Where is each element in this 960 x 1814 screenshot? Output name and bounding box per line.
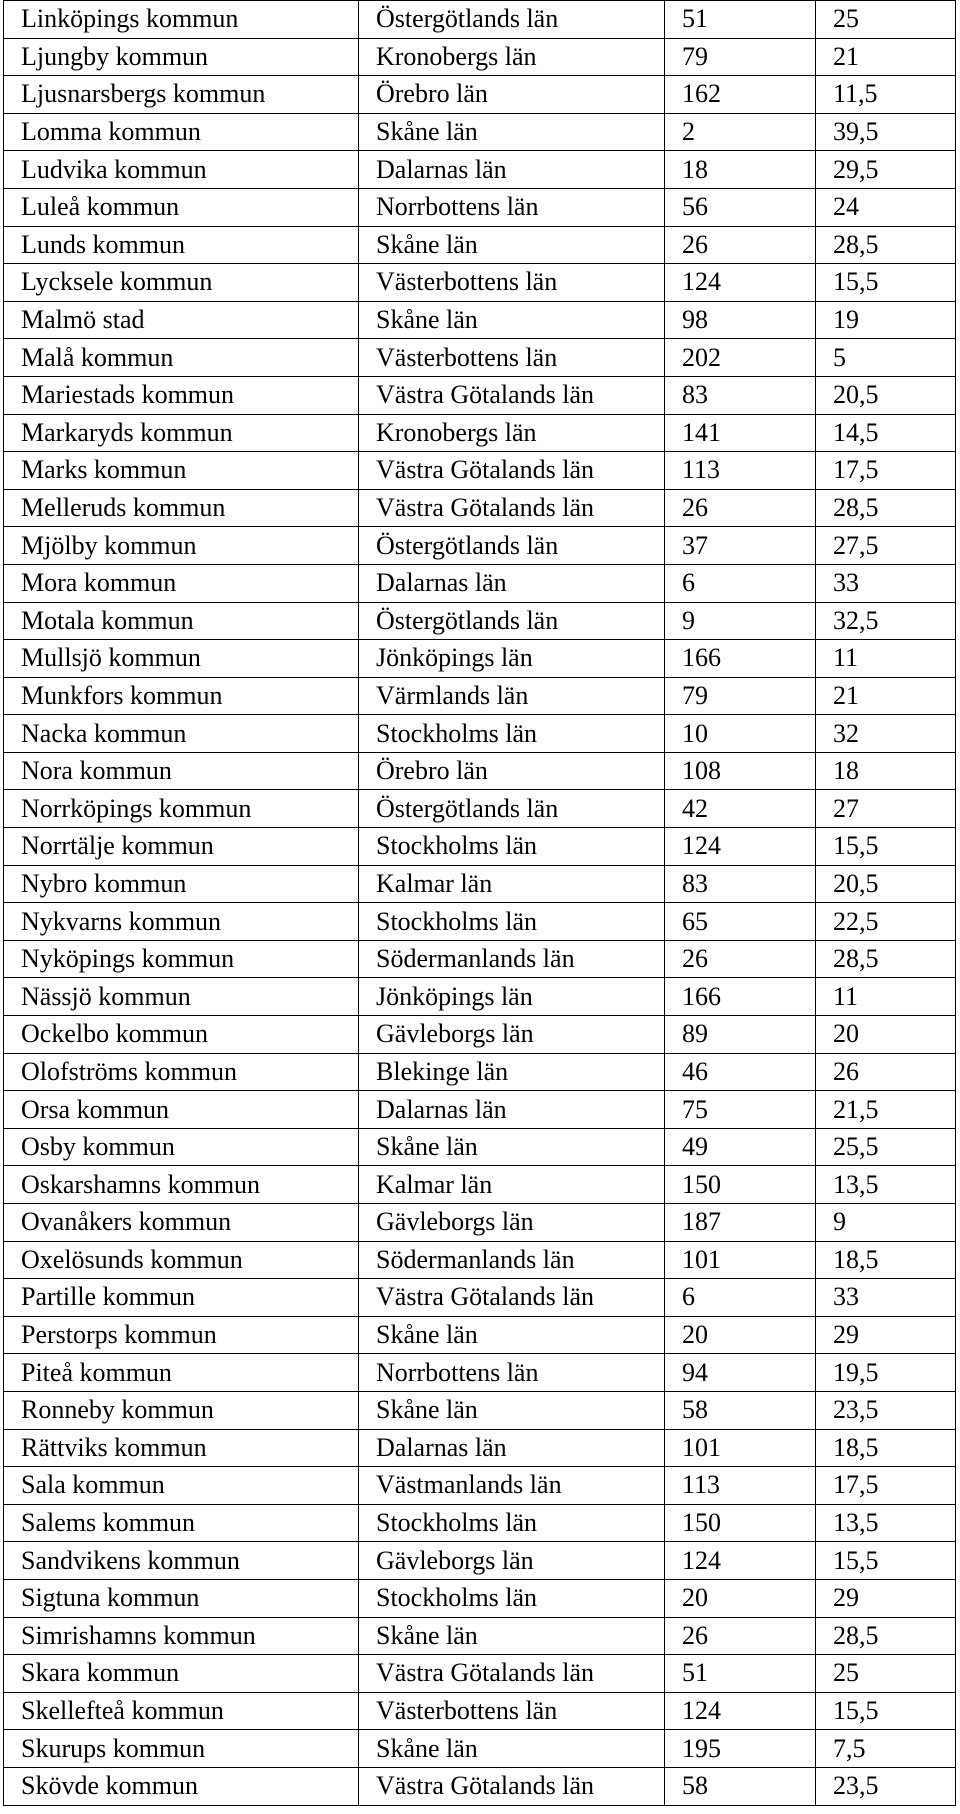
- rank-cell: 83: [665, 865, 816, 903]
- rank-cell: 166: [665, 640, 816, 678]
- municipality-cell: Melleruds kommun: [4, 489, 359, 527]
- score-cell: 29: [816, 1316, 956, 1354]
- score-cell: 15,5: [816, 1542, 956, 1580]
- municipality-cell: Orsa kommun: [4, 1091, 359, 1129]
- county-cell: Blekinge län: [359, 1053, 665, 1091]
- rank-cell: 18: [665, 151, 816, 189]
- municipality-cell: Motala kommun: [4, 602, 359, 640]
- municipality-cell: Rättviks kommun: [4, 1429, 359, 1467]
- score-cell: 21: [816, 38, 956, 76]
- rank-cell: 202: [665, 339, 816, 377]
- table-row: [4, 564, 956, 602]
- municipality-cell: Skara kommun: [4, 1655, 359, 1693]
- score-cell: 17,5: [816, 452, 956, 490]
- score-cell: 25,5: [816, 1128, 956, 1166]
- municipality-cell: Piteå kommun: [4, 1354, 359, 1392]
- table-body: [4, 1, 956, 1806]
- table-row: [4, 188, 956, 226]
- table-row: [4, 1166, 956, 1204]
- table-row: [4, 301, 956, 339]
- municipality-cell: Sala kommun: [4, 1467, 359, 1505]
- municipality-cell: Marks kommun: [4, 452, 359, 490]
- score-cell: 28,5: [816, 489, 956, 527]
- county-cell: Stockholms län: [359, 1504, 665, 1542]
- county-cell: Västerbottens län: [359, 264, 665, 302]
- rank-cell: 124: [665, 828, 816, 866]
- score-cell: 28,5: [816, 1617, 956, 1655]
- rank-cell: 166: [665, 978, 816, 1016]
- municipality-cell: Ljungby kommun: [4, 38, 359, 76]
- score-cell: 25: [816, 1, 956, 39]
- score-cell: 20: [816, 1016, 956, 1054]
- municipality-cell: Norrköpings kommun: [4, 790, 359, 828]
- rank-cell: 6: [665, 1279, 816, 1317]
- rank-cell: 83: [665, 376, 816, 414]
- table-row: [4, 527, 956, 565]
- table-row: [4, 1053, 956, 1091]
- municipality-cell: Luleå kommun: [4, 188, 359, 226]
- table-row: [4, 1279, 956, 1317]
- county-cell: Stockholms län: [359, 715, 665, 753]
- score-cell: 11,5: [816, 76, 956, 114]
- municipality-cell: Perstorps kommun: [4, 1316, 359, 1354]
- table-row: [4, 1316, 956, 1354]
- table-row: [4, 226, 956, 264]
- municipality-cell: Simrishamns kommun: [4, 1617, 359, 1655]
- municipality-cell: Mullsjö kommun: [4, 640, 359, 678]
- rank-cell: 101: [665, 1241, 816, 1279]
- municipality-cell: Sigtuna kommun: [4, 1579, 359, 1617]
- municipality-table: [3, 0, 956, 1806]
- score-cell: 5: [816, 339, 956, 377]
- score-cell: 33: [816, 564, 956, 602]
- rank-cell: 150: [665, 1166, 816, 1204]
- municipality-cell: Markaryds kommun: [4, 414, 359, 452]
- county-cell: Stockholms län: [359, 903, 665, 941]
- score-cell: 28,5: [816, 940, 956, 978]
- score-cell: 24: [816, 188, 956, 226]
- county-cell: Västerbottens län: [359, 1692, 665, 1730]
- municipality-cell: Skellefteå kommun: [4, 1692, 359, 1730]
- municipality-cell: Lomma kommun: [4, 113, 359, 151]
- rank-cell: 6: [665, 564, 816, 602]
- score-cell: 15,5: [816, 828, 956, 866]
- score-cell: 14,5: [816, 414, 956, 452]
- score-cell: 39,5: [816, 113, 956, 151]
- table-row: [4, 978, 956, 1016]
- rank-cell: 150: [665, 1504, 816, 1542]
- rank-cell: 75: [665, 1091, 816, 1129]
- table-row: [4, 677, 956, 715]
- county-cell: Skåne län: [359, 301, 665, 339]
- table-row: [4, 640, 956, 678]
- municipality-cell: Skövde kommun: [4, 1767, 359, 1805]
- table-row: [4, 1579, 956, 1617]
- score-cell: 21: [816, 677, 956, 715]
- score-cell: 26: [816, 1053, 956, 1091]
- county-cell: Västra Götalands län: [359, 1655, 665, 1693]
- municipality-cell: Sandvikens kommun: [4, 1542, 359, 1580]
- rank-cell: 113: [665, 452, 816, 490]
- score-cell: 19: [816, 301, 956, 339]
- table-row: [4, 1429, 956, 1467]
- county-cell: Östergötlands län: [359, 1, 665, 39]
- rank-cell: 10: [665, 715, 816, 753]
- table-row: [4, 76, 956, 114]
- rank-cell: 65: [665, 903, 816, 941]
- table-row: [4, 1692, 956, 1730]
- county-cell: Gävleborgs län: [359, 1016, 665, 1054]
- county-cell: Skåne län: [359, 226, 665, 264]
- rank-cell: 124: [665, 264, 816, 302]
- table-row: [4, 1542, 956, 1580]
- table-row: [4, 376, 956, 414]
- rank-cell: 58: [665, 1767, 816, 1805]
- rank-cell: 101: [665, 1429, 816, 1467]
- municipality-cell: Munkfors kommun: [4, 677, 359, 715]
- score-cell: 23,5: [816, 1767, 956, 1805]
- table-row: [4, 38, 956, 76]
- table-row: [4, 1354, 956, 1392]
- county-cell: Skåne län: [359, 1316, 665, 1354]
- score-cell: 17,5: [816, 1467, 956, 1505]
- municipality-cell: Osby kommun: [4, 1128, 359, 1166]
- rank-cell: 79: [665, 38, 816, 76]
- score-cell: 7,5: [816, 1730, 956, 1768]
- rank-cell: 2: [665, 113, 816, 151]
- county-cell: Kronobergs län: [359, 38, 665, 76]
- table-row: [4, 1204, 956, 1242]
- rank-cell: 108: [665, 752, 816, 790]
- rank-cell: 141: [665, 414, 816, 452]
- rank-cell: 94: [665, 1354, 816, 1392]
- rank-cell: 187: [665, 1204, 816, 1242]
- table-row: [4, 602, 956, 640]
- rank-cell: 58: [665, 1391, 816, 1429]
- county-cell: Östergötlands län: [359, 602, 665, 640]
- rank-cell: 124: [665, 1692, 816, 1730]
- table-row: [4, 903, 956, 941]
- county-cell: Västra Götalands län: [359, 376, 665, 414]
- rank-cell: 98: [665, 301, 816, 339]
- county-cell: Dalarnas län: [359, 151, 665, 189]
- table-row: [4, 1655, 956, 1693]
- rank-cell: 20: [665, 1579, 816, 1617]
- county-cell: Norrbottens län: [359, 188, 665, 226]
- score-cell: 13,5: [816, 1504, 956, 1542]
- table-row: [4, 1504, 956, 1542]
- rank-cell: 56: [665, 188, 816, 226]
- table-row: [4, 1730, 956, 1768]
- county-cell: Dalarnas län: [359, 1091, 665, 1129]
- county-cell: Stockholms län: [359, 828, 665, 866]
- municipality-cell: Nyköpings kommun: [4, 940, 359, 978]
- table-row: [4, 1, 956, 39]
- score-cell: 15,5: [816, 264, 956, 302]
- table-row: [4, 1617, 956, 1655]
- score-cell: 9: [816, 1204, 956, 1242]
- rank-cell: 9: [665, 602, 816, 640]
- table-row: [4, 865, 956, 903]
- score-cell: 11: [816, 978, 956, 1016]
- county-cell: Östergötlands län: [359, 527, 665, 565]
- county-cell: Värmlands län: [359, 677, 665, 715]
- rank-cell: 124: [665, 1542, 816, 1580]
- county-cell: Västmanlands län: [359, 1467, 665, 1505]
- table-row: [4, 1091, 956, 1129]
- rank-cell: 20: [665, 1316, 816, 1354]
- municipality-cell: Ljusnarsbergs kommun: [4, 76, 359, 114]
- score-cell: 22,5: [816, 903, 956, 941]
- municipality-cell: Mora kommun: [4, 564, 359, 602]
- table-row: [4, 1241, 956, 1279]
- rank-cell: 26: [665, 226, 816, 264]
- table-row: [4, 1391, 956, 1429]
- county-cell: Gävleborgs län: [359, 1204, 665, 1242]
- municipality-cell: Lunds kommun: [4, 226, 359, 264]
- rank-cell: 26: [665, 1617, 816, 1655]
- rank-cell: 195: [665, 1730, 816, 1768]
- county-cell: Södermanlands län: [359, 940, 665, 978]
- table-row: [4, 1128, 956, 1166]
- score-cell: 18,5: [816, 1429, 956, 1467]
- municipality-cell: Oxelösunds kommun: [4, 1241, 359, 1279]
- table-row: [4, 452, 956, 490]
- table-row: [4, 752, 956, 790]
- municipality-cell: Olofströms kommun: [4, 1053, 359, 1091]
- county-cell: Skåne län: [359, 1391, 665, 1429]
- municipality-cell: Lycksele kommun: [4, 264, 359, 302]
- score-cell: 20,5: [816, 865, 956, 903]
- score-cell: 18,5: [816, 1241, 956, 1279]
- score-cell: 19,5: [816, 1354, 956, 1392]
- municipality-cell: Partille kommun: [4, 1279, 359, 1317]
- county-cell: Östergötlands län: [359, 790, 665, 828]
- score-cell: 27: [816, 790, 956, 828]
- score-cell: 15,5: [816, 1692, 956, 1730]
- county-cell: Skåne län: [359, 1128, 665, 1166]
- county-cell: Norrbottens län: [359, 1354, 665, 1392]
- county-cell: Skåne län: [359, 1730, 665, 1768]
- score-cell: 21,5: [816, 1091, 956, 1129]
- county-cell: Västra Götalands län: [359, 1767, 665, 1805]
- table-row: [4, 1767, 956, 1805]
- rank-cell: 51: [665, 1, 816, 39]
- county-cell: Västra Götalands län: [359, 452, 665, 490]
- table-row: [4, 489, 956, 527]
- rank-cell: 26: [665, 940, 816, 978]
- table-row: [4, 264, 956, 302]
- score-cell: 27,5: [816, 527, 956, 565]
- rank-cell: 26: [665, 489, 816, 527]
- municipality-cell: Salems kommun: [4, 1504, 359, 1542]
- county-cell: Västra Götalands län: [359, 1279, 665, 1317]
- score-cell: 32: [816, 715, 956, 753]
- table-row: [4, 828, 956, 866]
- score-cell: 29,5: [816, 151, 956, 189]
- municipality-cell: Norrtälje kommun: [4, 828, 359, 866]
- score-cell: 25: [816, 1655, 956, 1693]
- table-row: [4, 339, 956, 377]
- table-row: [4, 790, 956, 828]
- municipality-cell: Ronneby kommun: [4, 1391, 359, 1429]
- score-cell: 32,5: [816, 602, 956, 640]
- county-cell: Västra Götalands län: [359, 489, 665, 527]
- score-cell: 29: [816, 1579, 956, 1617]
- county-cell: Örebro län: [359, 76, 665, 114]
- municipality-cell: Nybro kommun: [4, 865, 359, 903]
- rank-cell: 51: [665, 1655, 816, 1693]
- municipality-cell: Ockelbo kommun: [4, 1016, 359, 1054]
- table-row: [4, 414, 956, 452]
- municipality-cell: Mariestads kommun: [4, 376, 359, 414]
- municipality-cell: Nacka kommun: [4, 715, 359, 753]
- county-cell: Jönköpings län: [359, 978, 665, 1016]
- county-cell: Södermanlands län: [359, 1241, 665, 1279]
- county-cell: Gävleborgs län: [359, 1542, 665, 1580]
- score-cell: 28,5: [816, 226, 956, 264]
- municipality-cell: Ludvika kommun: [4, 151, 359, 189]
- score-cell: 11: [816, 640, 956, 678]
- county-cell: Skåne län: [359, 113, 665, 151]
- municipality-cell: Nykvarns kommun: [4, 903, 359, 941]
- municipality-cell: Mjölby kommun: [4, 527, 359, 565]
- rank-cell: 79: [665, 677, 816, 715]
- municipality-cell: Malmö stad: [4, 301, 359, 339]
- score-cell: 18: [816, 752, 956, 790]
- table-row: [4, 1467, 956, 1505]
- score-cell: 33: [816, 1279, 956, 1317]
- rank-cell: 113: [665, 1467, 816, 1505]
- table-row: [4, 151, 956, 189]
- table-row: [4, 1016, 956, 1054]
- municipality-cell: Linköpings kommun: [4, 1, 359, 39]
- table-row: [4, 715, 956, 753]
- county-cell: Västerbottens län: [359, 339, 665, 377]
- rank-cell: 42: [665, 790, 816, 828]
- rank-cell: 49: [665, 1128, 816, 1166]
- county-cell: Dalarnas län: [359, 1429, 665, 1467]
- score-cell: 13,5: [816, 1166, 956, 1204]
- county-cell: Örebro län: [359, 752, 665, 790]
- municipality-cell: Ovanåkers kommun: [4, 1204, 359, 1242]
- municipality-cell: Oskarshamns kommun: [4, 1166, 359, 1204]
- county-cell: Skåne län: [359, 1617, 665, 1655]
- county-cell: Dalarnas län: [359, 564, 665, 602]
- county-cell: Stockholms län: [359, 1579, 665, 1617]
- score-cell: 23,5: [816, 1391, 956, 1429]
- rank-cell: 89: [665, 1016, 816, 1054]
- rank-cell: 162: [665, 76, 816, 114]
- county-cell: Kalmar län: [359, 865, 665, 903]
- county-cell: Kalmar län: [359, 1166, 665, 1204]
- county-cell: Jönköpings län: [359, 640, 665, 678]
- rank-cell: 46: [665, 1053, 816, 1091]
- municipality-cell: Nässjö kommun: [4, 978, 359, 1016]
- score-cell: 20,5: [816, 376, 956, 414]
- county-cell: Kronobergs län: [359, 414, 665, 452]
- municipality-cell: Nora kommun: [4, 752, 359, 790]
- table-row: [4, 113, 956, 151]
- table-row: [4, 940, 956, 978]
- municipality-cell: Malå kommun: [4, 339, 359, 377]
- rank-cell: 37: [665, 527, 816, 565]
- municipality-cell: Skurups kommun: [4, 1730, 359, 1768]
